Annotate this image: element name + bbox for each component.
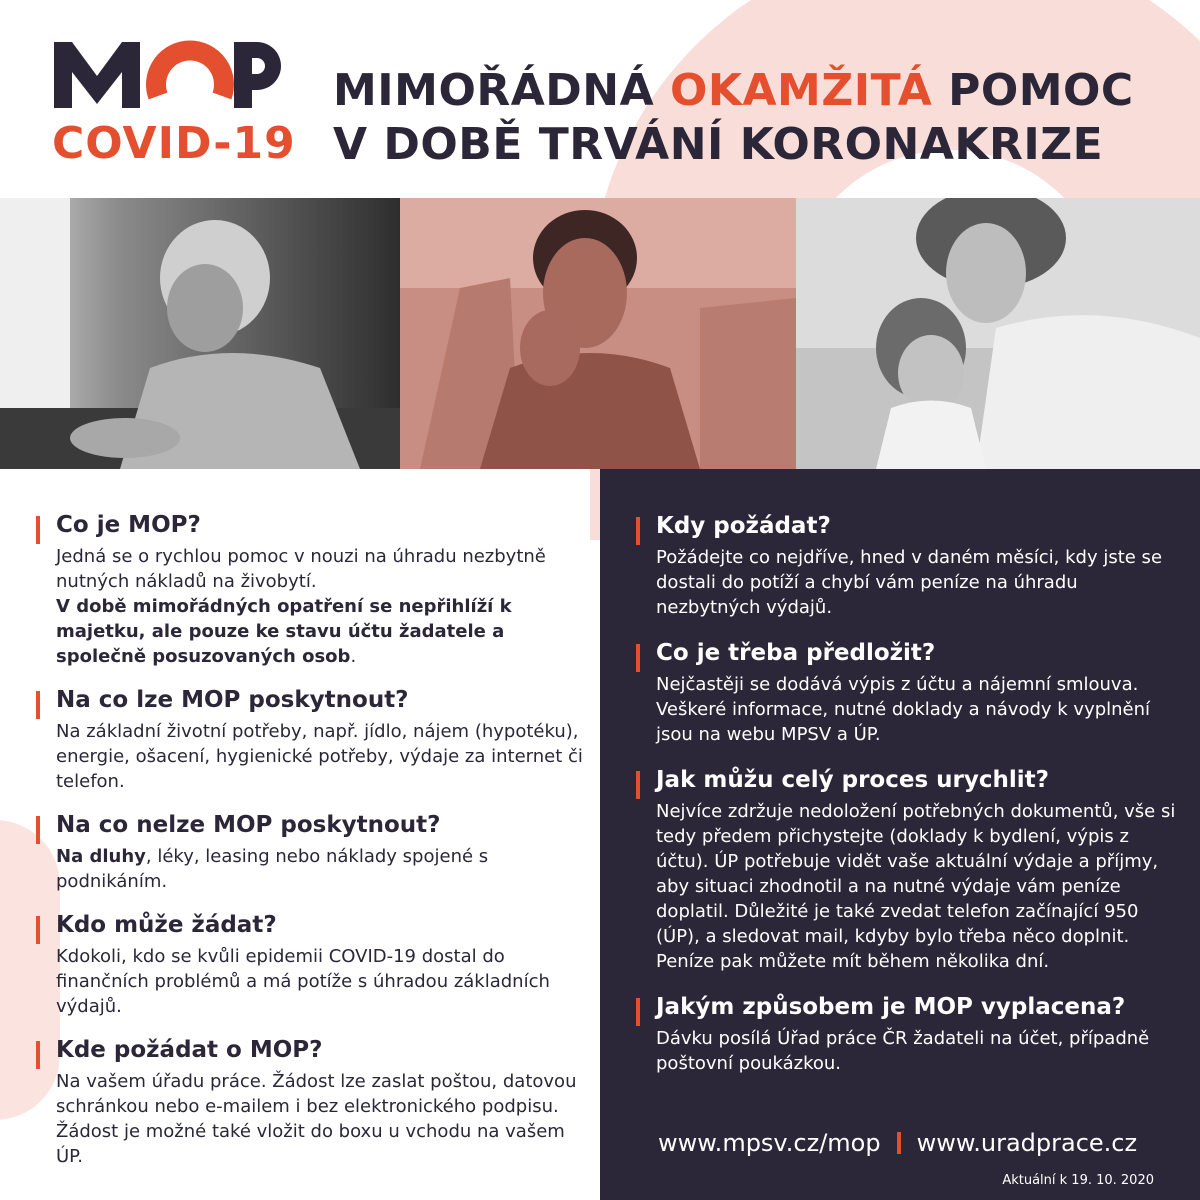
section-text: Dávku posílá Úřad práce ČR žadateli na účet, případně poštovní poukázkou. (656, 1028, 1150, 1074)
headline-line-1: MIMOŘÁDNÁ OKAMŽITÁ POMOC (333, 65, 1134, 116)
updated-date: Aktuální k 19. 10. 2020 (1002, 1173, 1154, 1188)
section-vyplaceni (636, 990, 1176, 1076)
headline-line-2: V DOBĚ TRVÁNÍ KORONAKRIZE (333, 119, 1104, 170)
section-na-co-lze (36, 683, 596, 794)
photo-elderly-woman (0, 198, 400, 469)
photo-mother-child (796, 198, 1200, 469)
right-column (636, 509, 1176, 1076)
left-column (36, 508, 596, 1169)
section-kdy-pozadat (636, 509, 1176, 620)
link-mpsv[interactable]: www.mpsv.cz/mop (658, 1129, 881, 1157)
section-title: Na co lze MOP poskytnout? (56, 687, 409, 713)
logo-covid-text: COVID-19 (52, 118, 296, 169)
section-text: Kdokoli, kdo se kvůli epidemii COVID-19 dostal do finančních problémů a má potíže s úhradou základních výdajů. (56, 946, 550, 1017)
section-title: Co je MOP? (56, 512, 201, 538)
section-co-je-mop (36, 508, 596, 669)
section-title: Kdy požádat? (656, 513, 831, 539)
page-title (333, 64, 1134, 172)
mop-logo-mark (52, 36, 282, 116)
section-title: Co je třeba předložit? (656, 640, 936, 666)
section-title: Kdo může žádat? (56, 912, 277, 938)
section-urychlit (636, 763, 1176, 974)
section-title: Kde požádat o MOP? (56, 1037, 323, 1063)
right-panel (600, 469, 1200, 1200)
section-title: Jakým způsobem je MOP vyplacena? (656, 994, 1126, 1020)
headline-accent: OKAMŽITÁ (670, 65, 933, 116)
photo-strip (0, 198, 1200, 469)
section-text: Na vašem úřadu práce. Žádost lze zaslat poštou, datovou schránkou nebo e-mailem i bez elektronického podpisu. Žádost je možné také vložit do boxu u vchodu na vašem ÚP. (56, 1071, 577, 1167)
photo-worried-man (400, 198, 796, 469)
section-co-predlozit (636, 636, 1176, 747)
link-uradprace[interactable]: www.uradprace.cz (916, 1129, 1138, 1157)
section-text: Na dluhy, léky, leasing nebo náklady spojené s podnikáním. (56, 846, 489, 892)
section-title: Na co nelze MOP poskytnout? (56, 812, 441, 838)
section-text: Požádejte co nejdříve, hned v daném měsíci, kdy jste se dostali do potíží a chybí vám peníze na úhradu nezbytných výdajů. (656, 547, 1163, 618)
section-text: Nejčastěji se dodává výpis z účtu a nájemní smlouva. Veškeré informace, nutné doklady a návody k vyplnění jsou na webu MPSV a ÚP. (656, 674, 1151, 745)
section-text: Nejvíce zdržuje nedoložení potřebných dokumentů, vše si tedy předem přichystejte (doklady k bydlení, výpis z účtu). ÚP potřebuje vidět vaše aktuální výdaje a příjmy, aby situaci zhodnotil a na nutné výdaje vám peníze doplatil. Důležité je také zvedat telefon začínající 950 (ÚP), a sledovat mail, kdyby bylo třeba něco doplnit. Peníze pak můžete mít během několika dní. (656, 801, 1176, 972)
section-title: Jak můžu celý proces urychlit? (656, 767, 1049, 793)
section-text: Jedná se o rychlou pomoc v nouzi na úhradu nezbytně nutných nákladů na živobytí. V době mimořádných opatření se nepřihlíží k majetku, ale pouze ke stavu účtu žadatele a společně posuzovaných osob. (56, 546, 546, 667)
footer-links (658, 1129, 1137, 1157)
link-separator (897, 1132, 901, 1154)
mop-logo (52, 36, 296, 169)
section-kde-pozadat (36, 1033, 596, 1169)
section-na-co-nelze (36, 808, 596, 894)
section-text: Na základní životní potřeby, např. jídlo, nájem (hypotéku), energie, ošacení, hygienické potřeby, výdaje za internet či telefon. (56, 721, 583, 792)
section-kdo-muze-zadat (36, 908, 596, 1019)
